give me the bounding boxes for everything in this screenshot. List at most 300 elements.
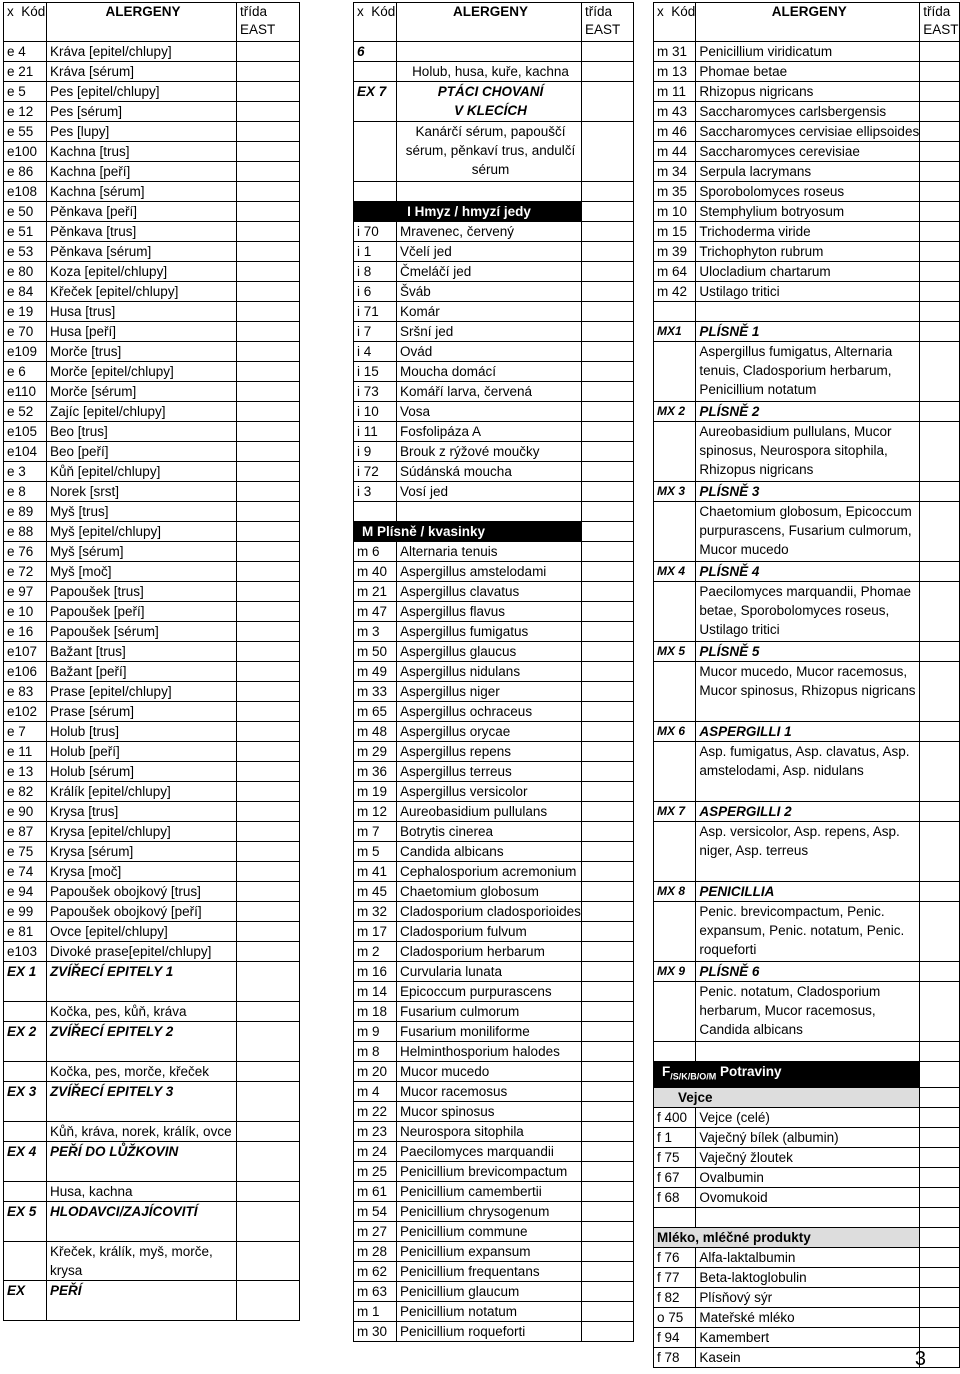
mx-mix-code: MX1: [654, 322, 696, 342]
mold-row: [354, 722, 634, 742]
mold-row: [354, 622, 634, 642]
allergen-code: i 6: [354, 282, 397, 302]
allergen-name: Penicillium commune: [397, 1222, 582, 1242]
mold-row: [354, 1042, 634, 1062]
allergen-name: Prase [sérum]: [47, 702, 237, 722]
insect-row: [354, 382, 634, 402]
class-cell: [582, 262, 634, 282]
mold-row: [654, 202, 960, 222]
allergen-name: Králík [epitel/chlupy]: [47, 782, 237, 802]
allergen-code: m 28: [354, 1242, 397, 1262]
class-cell: [582, 802, 634, 822]
allergen-code: f 82: [654, 1287, 696, 1307]
mx-mix-title: ASPERGILLI 1: [696, 722, 920, 742]
allergen-name: Brouk z rýžové moučky: [397, 442, 582, 462]
class-cell: [237, 962, 300, 1002]
allergen-name: Kráva [epitel/chlupy]: [47, 42, 237, 62]
allergen-name: Holub [sérum]: [47, 762, 237, 782]
allergen-name: Myš [trus]: [47, 502, 237, 522]
mold-row: [654, 182, 960, 202]
allergen-name: Aspergillus fumigatus: [397, 622, 582, 642]
allergen-row: [4, 422, 300, 442]
allergen-code: e 3: [4, 462, 47, 482]
mold-row: [354, 1102, 634, 1122]
mx-mix-items: Aureobasidium pullulans, Mucor spinosus, Neurospora sitophila, Rhizopus nigricans: [696, 422, 920, 482]
allergen-name: Ovád: [397, 342, 582, 362]
allergen-name: Aspergillus flavus: [397, 602, 582, 622]
allergen-name: Morče [trus]: [47, 342, 237, 362]
mold-row: [354, 982, 634, 1002]
mx-mix-items-row: [654, 742, 960, 802]
class-cell: [582, 882, 634, 902]
class-cell: [237, 902, 300, 922]
column-2: [353, 2, 634, 1342]
header-allergen: ALERGENY: [696, 3, 920, 42]
allergen-code: e 76: [4, 542, 47, 562]
class-cell: [237, 1281, 300, 1321]
allergen-code: e102: [4, 702, 47, 722]
allergen-name: Ulocladium chartarum: [696, 262, 920, 282]
header-class: třída EAST: [237, 3, 300, 42]
allergen-row: [4, 842, 300, 862]
insect-row: [354, 422, 634, 442]
insect-row: [354, 302, 634, 322]
allergen-code: m 41: [354, 862, 397, 882]
mx-mix-title: PENICILLIA: [696, 882, 920, 902]
allergen-name: Cephalosporium acremonium: [397, 862, 582, 882]
allergen-row: [4, 82, 300, 102]
header-code: x Kód: [354, 3, 397, 42]
class-cell: [582, 442, 634, 462]
food-row: [654, 1167, 960, 1187]
allergen-code: f 400: [654, 1107, 696, 1127]
allergen-code: e 88: [4, 522, 47, 542]
mold-row: [354, 1282, 634, 1302]
allergen-code: e 51: [4, 222, 47, 242]
allergen-code: m 20: [354, 1062, 397, 1082]
allergen-name: Divoké prase[epitel/chlupy]: [47, 942, 237, 962]
allergen-name: Včelí jed: [397, 242, 582, 262]
allergen-row: [4, 742, 300, 762]
mold-row: [354, 602, 634, 622]
insects-section-title: I Hmyz / hmyzí jedy: [354, 202, 634, 222]
class-cell: [237, 762, 300, 782]
eggs-group-title: [654, 1087, 960, 1107]
allergen-name: Aspergillus nidulans: [397, 662, 582, 682]
mold-row: [354, 1262, 634, 1282]
allergen-code: i 73: [354, 382, 397, 402]
allergen-name: Epicoccum purpurascens: [397, 982, 582, 1002]
class-cell: [582, 662, 634, 682]
mx-mix-items-row: [654, 582, 960, 642]
class-cell: [237, 682, 300, 702]
allergen-code: e 97: [4, 582, 47, 602]
class-cell: [582, 1222, 634, 1242]
allergen-name: Beo [trus]: [47, 422, 237, 442]
class-cell: [582, 322, 634, 342]
allergen-code: i 1: [354, 242, 397, 262]
allergen-code: m 62: [354, 1262, 397, 1282]
allergen-code: m 43: [654, 102, 696, 122]
mx-mix-code: MX 4: [654, 562, 696, 582]
class-cell: [237, 162, 300, 182]
mx-mix-title: PLÍSNĚ 5: [696, 642, 920, 662]
header-class: třída EAST: [920, 3, 960, 42]
allergen-name: Beta-laktoglobulin: [696, 1267, 920, 1287]
mold-row: [354, 942, 634, 962]
allergen-code: m 47: [354, 602, 397, 622]
mx-mix-items: Paecilomyces marquandii, Phomae betae, Sporobolomyces roseus, Ustilago tritici: [696, 582, 920, 642]
class-cell: [237, 302, 300, 322]
allergen-name: Penicillium glaucum: [397, 1282, 582, 1302]
allergen-name: Mucor racemosus: [397, 1082, 582, 1102]
allergen-code: i 3: [354, 482, 397, 502]
class-cell: [582, 362, 634, 382]
allergen-name: Ustilago tritici: [696, 282, 920, 302]
allergen-code: i 11: [354, 422, 397, 442]
allergen-code: e 16: [4, 622, 47, 642]
allergen-name: Křeček [epitel/chlupy]: [47, 282, 237, 302]
header-row: [4, 3, 300, 42]
allergen-name: Cladosporium cladosporioides: [397, 902, 582, 922]
mx-mix-items-row: [654, 822, 960, 882]
allergen-code: i 71: [354, 302, 397, 322]
allergen-code: m 49: [354, 662, 397, 682]
class-cell: [582, 342, 634, 362]
allergen-code: m 46: [654, 122, 696, 142]
mx-mix-row: [654, 802, 960, 822]
allergen-name: Sporobolomyces roseus: [696, 182, 920, 202]
allergen-name: Mucor mucedo: [397, 1062, 582, 1082]
class-cell: [237, 1142, 300, 1182]
allergen-row: [4, 922, 300, 942]
class-cell: [582, 582, 634, 602]
class-cell: [582, 1182, 634, 1202]
insect-row: [354, 242, 634, 262]
class-cell: [237, 182, 300, 202]
allergen-code: f 67: [654, 1167, 696, 1187]
allergen-name: Cladosporium fulvum: [397, 922, 582, 942]
allergen-name: Holub [peří]: [47, 742, 237, 762]
allergen-code: m 39: [654, 242, 696, 262]
allergen-name: Papoušek obojkový [peří]: [47, 902, 237, 922]
mold-row: [354, 822, 634, 842]
allergen-code: f 76: [654, 1247, 696, 1267]
allergen-row: [4, 262, 300, 282]
allergen-name: Kachna [trus]: [47, 142, 237, 162]
allergen-name: Pes [sérum]: [47, 102, 237, 122]
allergen-name: Prase [epitel/chlupy]: [47, 682, 237, 702]
allergen-code: e106: [4, 662, 47, 682]
mx-mix-code: MX 5: [654, 642, 696, 662]
allergen-name: Pes [lupy]: [47, 122, 237, 142]
class-cell: [582, 782, 634, 802]
allergen-code: m 42: [654, 282, 696, 302]
allergen-name: Saccharomyces cervisiae ellipsoides: [696, 122, 920, 142]
mx-mix-row: [654, 482, 960, 502]
allergen-name: Norek [srst]: [47, 482, 237, 502]
allergen-name: Morče [epitel/chlupy]: [47, 362, 237, 382]
allergen-code: m 18: [354, 1002, 397, 1022]
allergen-code: e 6: [4, 362, 47, 382]
food-row: [654, 1287, 960, 1307]
class-cell: [237, 62, 300, 82]
allergen-name: Súdánská moucha: [397, 462, 582, 482]
allergen-row: [4, 502, 300, 522]
allergen-code: e 83: [4, 682, 47, 702]
class-cell: [237, 82, 300, 102]
allergen-code: m 14: [354, 982, 397, 1002]
allergen-name: Penicillium viridicatum: [696, 42, 920, 62]
allergen-name: Pěnkava [trus]: [47, 222, 237, 242]
mx-mix-items-row: [654, 502, 960, 562]
insect-row: [354, 482, 634, 502]
mold-row: [354, 1122, 634, 1142]
allergen-name: Komáří larva, červená: [397, 382, 582, 402]
allergen-code: e 86: [4, 162, 47, 182]
class-cell: [237, 782, 300, 802]
allergen-name: Penicillium notatum: [397, 1302, 582, 1322]
allergen-name: Mravenec, červený: [397, 222, 582, 242]
class-cell: [237, 842, 300, 862]
allergen-code: m 2: [354, 942, 397, 962]
class-cell: [920, 1307, 960, 1327]
allergen-name: Pes [epitel/chlupy]: [47, 82, 237, 102]
mold-row: [354, 1242, 634, 1262]
column-1: [3, 2, 300, 1321]
allergen-name: Morče [sérum]: [47, 382, 237, 402]
allergen-row: [4, 602, 300, 622]
class-cell: [920, 202, 960, 222]
allergen-row: [4, 62, 300, 82]
class-cell: [582, 1142, 634, 1162]
food-row: [654, 1247, 960, 1267]
class-cell: [582, 1302, 634, 1322]
class-cell: [920, 222, 960, 242]
ex-mix-code: EX 5: [4, 1202, 47, 1242]
allergen-name: Sršní jed: [397, 322, 582, 342]
mx-mix-code: MX 8: [654, 882, 696, 902]
allergen-code: m 54: [354, 1202, 397, 1222]
ex7-items-row: [354, 122, 634, 182]
allergen-name: Papoušek [trus]: [47, 582, 237, 602]
ex-mix-title: PEŘÍ: [47, 1281, 237, 1321]
allergen-code: m 17: [354, 922, 397, 942]
allergen-name: Krysa [sérum]: [47, 842, 237, 862]
mold-row: [354, 1302, 634, 1322]
mold-row: [354, 582, 634, 602]
class-cell: [237, 322, 300, 342]
allergen-row: [4, 822, 300, 842]
allergen-row: [4, 582, 300, 602]
mx-mix-items-row: [654, 982, 960, 1042]
ex7-code: EX 7: [354, 82, 397, 122]
class-cell: [582, 982, 634, 1002]
allergen-row: [4, 882, 300, 902]
class-cell: [237, 642, 300, 662]
allergen-name: Cladosporium herbarum: [397, 942, 582, 962]
allergen-row: [4, 802, 300, 822]
class-cell: [237, 202, 300, 222]
class-cell: [582, 462, 634, 482]
class-cell: [237, 362, 300, 382]
allergen-name: Fusarium culmorum: [397, 1002, 582, 1022]
allergen-name: Moucha domácí: [397, 362, 582, 382]
class-cell: [237, 922, 300, 942]
class-cell: [237, 822, 300, 842]
class-cell: [920, 62, 960, 82]
ex-mix-row: [4, 1202, 300, 1242]
class-cell: [920, 122, 960, 142]
ex-mix-title: ZVÍŘECÍ EPITELY 1: [47, 962, 237, 1002]
allergen-name: Mateřské mléko: [696, 1307, 920, 1327]
mx-mix-code: MX 7: [654, 802, 696, 822]
allergen-code: m 44: [654, 142, 696, 162]
allergen-name: Vaječný žloutek: [696, 1147, 920, 1167]
ex-mix-code: EX 2: [4, 1022, 47, 1062]
allergen-code: f 94: [654, 1327, 696, 1347]
allergen-code: m 5: [354, 842, 397, 862]
allergen-code: e 72: [4, 562, 47, 582]
class-cell: [237, 802, 300, 822]
allergen-code: i 8: [354, 262, 397, 282]
mold-row: [354, 702, 634, 722]
allergen-code: m 4: [354, 1082, 397, 1102]
mx-mix-title: PLÍSNĚ 2: [696, 402, 920, 422]
allergen-code: i 4: [354, 342, 397, 362]
allergen-code: m 21: [354, 582, 397, 602]
class-cell: [920, 1147, 960, 1167]
allergen-name: Rhizopus nigricans: [696, 82, 920, 102]
allergen-code: m 13: [654, 62, 696, 82]
blank-row: [354, 502, 634, 522]
allergen-code: f 77: [654, 1267, 696, 1287]
allergen-code: e 94: [4, 882, 47, 902]
header-row: [654, 3, 960, 42]
ex-mix-code: EX: [4, 1281, 47, 1321]
allergen-row: [4, 642, 300, 662]
mx-mix-row: [654, 962, 960, 982]
mold-row: [354, 922, 634, 942]
insect-row: [354, 402, 634, 422]
allergen-row: [4, 362, 300, 382]
allergen-name: Papoušek [peří]: [47, 602, 237, 622]
class-cell: [582, 1322, 634, 1342]
allergen-row: [4, 482, 300, 502]
allergen-name: Fusarium moniliforme: [397, 1022, 582, 1042]
allergen-row: [4, 462, 300, 482]
allergen-code: e 10: [4, 602, 47, 622]
allergen-name: Trichophyton rubrum: [696, 242, 920, 262]
allergen-code: e 21: [4, 62, 47, 82]
allergen-code: e 4: [4, 42, 47, 62]
allergen-code: e 82: [4, 782, 47, 802]
allergen-name: Stemphylium botryosum: [696, 202, 920, 222]
allergen-row: [4, 342, 300, 362]
class-cell: [582, 562, 634, 582]
class-cell: [920, 182, 960, 202]
allergen-code: m 23: [354, 1122, 397, 1142]
insect-row: [354, 262, 634, 282]
allergen-name: Penicillium camembertii: [397, 1182, 582, 1202]
mold-row: [354, 1062, 634, 1082]
mx-mix-title: ASPERGILLI 2: [696, 802, 920, 822]
class-cell: [582, 422, 634, 442]
class-cell: [237, 582, 300, 602]
allergen-name: Saccharomyces carlsbergensis: [696, 102, 920, 122]
page-number: 3: [914, 1348, 926, 1370]
mx-mix-code: MX 3: [654, 482, 696, 502]
mix-6-items-row: [354, 62, 634, 82]
allergen-name: Krysa [epitel/chlupy]: [47, 822, 237, 842]
allergen-code: f 68: [654, 1187, 696, 1207]
food-section-title: [654, 1062, 960, 1088]
food-row: [654, 1147, 960, 1167]
class-cell: [920, 1247, 960, 1267]
class-cell: [237, 882, 300, 902]
allergen-name: Fosfolipáza A: [397, 422, 582, 442]
allergen-name: Aspergillus versicolor: [397, 782, 582, 802]
mold-row: [354, 1142, 634, 1162]
allergen-code: e 11: [4, 742, 47, 762]
class-cell: [237, 1022, 300, 1062]
mold-row: [354, 1002, 634, 1022]
food-row: [654, 1307, 960, 1327]
allergen-name: Kamembert: [696, 1327, 920, 1347]
food-row: [654, 1267, 960, 1287]
allergen-code: e 55: [4, 122, 47, 142]
mold-row: [654, 122, 960, 142]
allergen-code: f 1: [654, 1127, 696, 1147]
allergen-row: [4, 442, 300, 462]
mx-mix-title: PLÍSNĚ 4: [696, 562, 920, 582]
allergen-row: [4, 762, 300, 782]
ex-mix-row: [4, 1142, 300, 1182]
allergen-name: Mucor spinosus: [397, 1102, 582, 1122]
mold-row: [354, 682, 634, 702]
allergen-code: f 75: [654, 1147, 696, 1167]
allergen-name: Vaječný bílek (albumin): [696, 1127, 920, 1147]
allergen-name: Alternaria tenuis: [397, 542, 582, 562]
class-cell: [582, 962, 634, 982]
class-cell: [582, 282, 634, 302]
class-cell: [920, 1287, 960, 1307]
class-cell: [920, 102, 960, 122]
mold-row: [354, 1202, 634, 1222]
insect-row: [354, 342, 634, 362]
allergen-name: Pěnkava [sérum]: [47, 242, 237, 262]
class-cell: [582, 1282, 634, 1302]
blank-row: [654, 1042, 960, 1062]
allergen-name: Aspergillus terreus: [397, 762, 582, 782]
class-cell: [237, 242, 300, 262]
class-cell: [237, 422, 300, 442]
class-cell: [582, 862, 634, 882]
allergen-code: m 36: [354, 762, 397, 782]
mold-row: [354, 762, 634, 782]
allergen-code: m 35: [654, 182, 696, 202]
allergen-row: [4, 682, 300, 702]
allergen-name: Penicillium chrysogenum: [397, 1202, 582, 1222]
mold-food-table: [653, 2, 960, 1368]
allergen-name: Čmeláčí jed: [397, 262, 582, 282]
allergen-name: Candida albicans: [397, 842, 582, 862]
mx-mix-items: Asp. versicolor, Asp. repens, Asp. niger, Asp. terreus: [696, 822, 920, 882]
blank-row: [654, 302, 960, 322]
allergen-code: m 15: [654, 222, 696, 242]
class-cell: [237, 622, 300, 642]
allergen-code: m 9: [354, 1022, 397, 1042]
